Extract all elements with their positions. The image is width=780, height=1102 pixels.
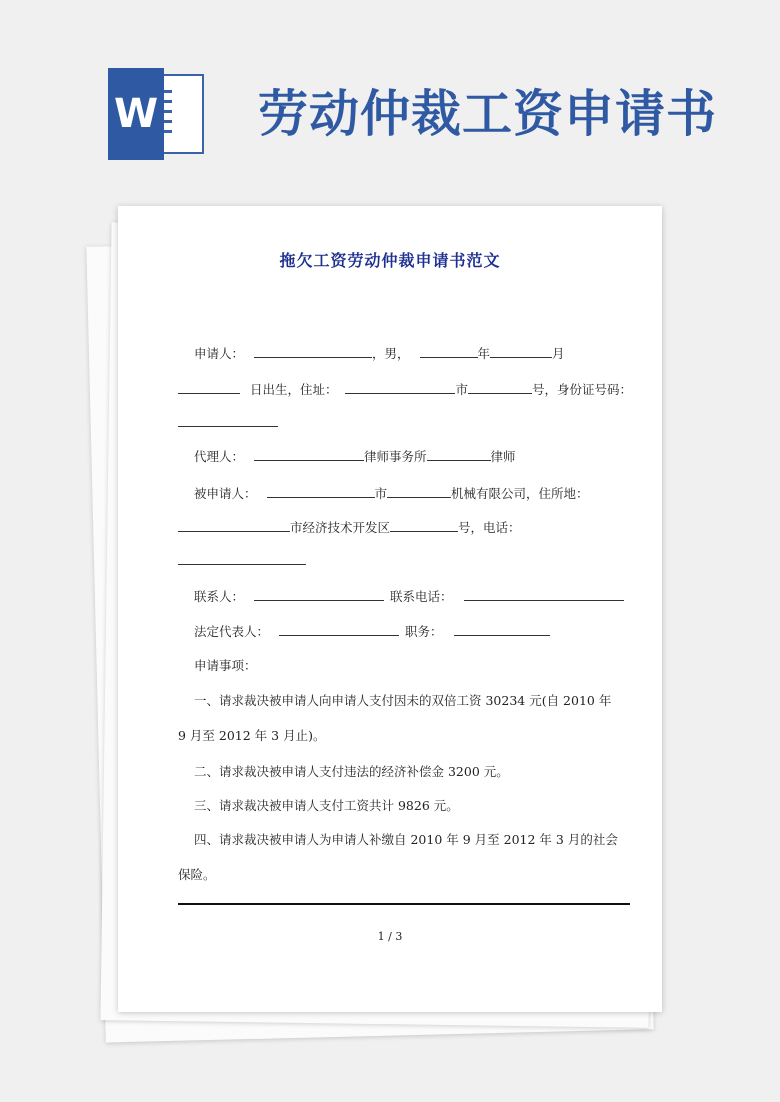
agent-line: [194, 447, 516, 465]
applicant-label: 申请人：: [194, 346, 245, 361]
respondent-label: 被申请人：: [194, 486, 257, 501]
company-name-field[interactable]: [387, 485, 451, 498]
respondent-phone-field[interactable]: [178, 552, 306, 565]
footer-divider: [178, 903, 630, 905]
respondent-city-label: 市: [374, 486, 388, 501]
legal-rep-line: [194, 622, 550, 640]
birth-month-field[interactable]: [490, 345, 552, 358]
zone-label: 市经济技术开发区: [290, 520, 391, 535]
respondent-city-field[interactable]: [267, 485, 375, 498]
item-4-line-1: 四、请求裁决被申请人为申请人补缴自 2010 年 9 月至 2012 年 3 月的社会: [194, 832, 618, 847]
item-3: 三、请求裁决被申请人支付工资共计 9826 元。: [194, 798, 459, 813]
item-2: 二、请求裁决被申请人支付违法的经济补偿金 3200 元。: [194, 764, 509, 779]
contact-line: [194, 587, 624, 605]
respondent-line: [194, 484, 589, 502]
contact-phone-label: 联系电话：: [389, 589, 453, 604]
firm-name-field[interactable]: [427, 448, 491, 461]
respondent-phone-label: 号，电话：: [458, 520, 521, 535]
address-city-field[interactable]: [345, 381, 455, 394]
position-label: 职务：: [404, 624, 443, 639]
item-4-line-2: 保险。: [178, 867, 216, 882]
position-field[interactable]: [454, 623, 550, 636]
legal-rep-label: 法定代表人：: [194, 624, 270, 639]
item-1-line-2: 9 月至 2012 年 3 月止)。: [178, 728, 326, 743]
birth-day-field[interactable]: [178, 381, 240, 394]
applicant-gender: ，男，: [372, 346, 410, 361]
page-title: 劳动仲裁工资申请书: [258, 84, 717, 143]
contact-phone-field[interactable]: [464, 588, 624, 601]
zone-city-field[interactable]: [178, 519, 290, 532]
agent-label: 代理人：: [194, 449, 245, 464]
birth-label: 日出生，住址：: [249, 382, 338, 397]
word-icon: [108, 68, 208, 160]
legal-rep-name-field[interactable]: [279, 623, 399, 636]
zone-number-field[interactable]: [390, 519, 458, 532]
contact-name-field[interactable]: [254, 588, 384, 601]
document-title: 拖欠工资劳动仲裁申请书范文: [279, 251, 501, 270]
month-label: 月: [552, 346, 565, 361]
item-1-line-1: 一、请求裁决被申请人向申请人支付因未的双倍工资 30234 元(自 2010 年: [194, 693, 612, 708]
year-label: 年: [477, 346, 491, 361]
city-label: 市: [455, 382, 468, 397]
company-label: 机械有限公司，住所地：: [451, 486, 589, 501]
respondent-phone-line: [178, 552, 306, 568]
applicant-name-field[interactable]: [254, 345, 372, 358]
header: [0, 0, 780, 200]
applicant-address-line: [178, 380, 632, 398]
id-number-line: [178, 414, 278, 430]
document-page: [118, 206, 662, 1012]
page-number: 1 / 3: [377, 930, 403, 943]
respondent-address-line: [178, 518, 521, 536]
id-number-field[interactable]: [178, 414, 278, 427]
agent-name-field[interactable]: [254, 448, 364, 461]
id-number-label: 号，身份证号码：: [532, 382, 633, 397]
contact-label: 联系人：: [194, 589, 245, 604]
birth-year-field[interactable]: [420, 345, 478, 358]
word-icon-letter: W: [108, 68, 164, 160]
lawyer-label: 律师: [490, 449, 516, 464]
law-firm-label: 律师事务所: [364, 449, 427, 464]
items-heading: 申请事项：: [194, 658, 257, 673]
applicant-line: [194, 344, 565, 362]
address-number-field[interactable]: [468, 381, 532, 394]
